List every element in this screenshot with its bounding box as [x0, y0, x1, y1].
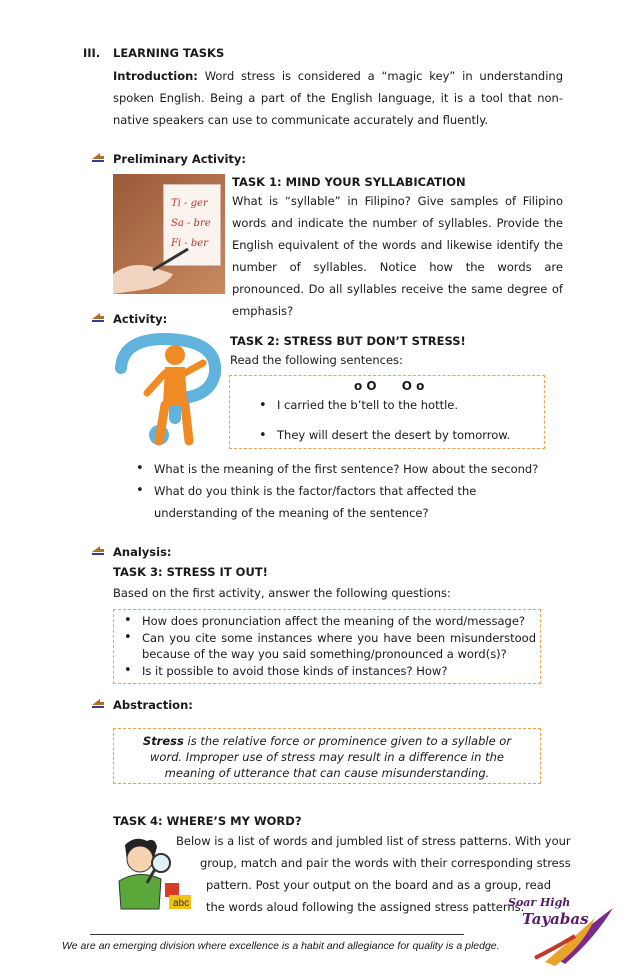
syllable-word-1: Ti - ger: [171, 198, 208, 209]
syllable-word-3: Fi - ber: [171, 238, 208, 249]
intro-paragraph: [113, 65, 563, 131]
analysis-questions: [116, 613, 536, 679]
syllable-word-2: Sa - bre: [171, 218, 211, 229]
activity-questions: [128, 458, 558, 524]
section-title: LEARNING TASKS: [113, 46, 225, 60]
intro-text: Word stress is considered a “magic key” in understanding spoken English. Being a part of the English language, it is a tool that non-native speakers can use to communicate accurately and fluently.: [113, 69, 563, 127]
definition-body: is the relative force or prominence given to a syllable or word. Improper use of stress may result in a difference in the meaning of utterance that can cause misunderstanding.: [150, 734, 512, 780]
task1-text: What is “syllable” in Filipino? Give samples of Filipino words and indicate the number of syllables. Provide the English equivalent of the words and likewise identify the number of syllables. Notice how the words are pronounced. Do all syllables receive the same degree of emphasis?: [232, 194, 563, 318]
definition-term: Stress: [142, 734, 184, 748]
arrow-bullet-icon: [91, 311, 105, 323]
logo-line-1: Soar High: [508, 896, 571, 909]
preliminary-heading: Preliminary Activity:: [113, 152, 247, 166]
task4-line-3: pattern. Post your output on the board and as a group, read: [206, 878, 552, 892]
task2-instruction: Read the following sentences:: [230, 353, 403, 367]
question-item: • Can you cite some instances where you have been misunderstood because of the way you said something/pronounced a word(s)?: [116, 630, 536, 662]
activity-heading: Activity:: [113, 312, 168, 326]
task4-line-1: Below is a list of words and jumbled list of stress patterns. With your: [176, 834, 571, 848]
stress-marks: o O O o: [354, 379, 425, 393]
task4-title: TASK 4: WHERE’S MY WORD?: [113, 814, 302, 828]
question-item: • Is it possible to avoid those kinds of instances? How?: [116, 663, 536, 679]
boy-magnifier-icon: [113, 833, 199, 915]
task3-instruction: Based on the first activity, answer the following questions:: [113, 586, 451, 600]
arrow-bullet-icon: [91, 697, 105, 709]
task4-line-4: the words aloud following the assigned stress patterns.: [206, 900, 525, 914]
footer-motto: We are an emerging division where excellence is a habit and allegiance for quality is a pledge.: [62, 940, 500, 952]
sentences-list: [251, 398, 541, 442]
abstraction-heading: Abstraction:: [113, 698, 193, 712]
svg-text:abc: abc: [173, 898, 190, 909]
question-mark-figure-icon: [113, 333, 231, 448]
footer-divider: [90, 934, 464, 935]
task2-title: TASK 2: STRESS BUT DON’T STRESS!: [230, 334, 466, 348]
hand-pen-icon: [113, 234, 225, 294]
task1-title: TASK 1: MIND YOUR SYLLABICATION: [232, 175, 466, 189]
intro-label: Introduction:: [113, 69, 198, 83]
question-item: • How does pronunciation affect the meaning of the word/message?: [116, 613, 536, 629]
analysis-heading: Analysis:: [113, 545, 172, 559]
sentence-item: • I carried the b’tell to the hottle.: [251, 398, 541, 412]
logo-line-2: Tayabas: [522, 910, 589, 928]
arrow-bullet-icon: [91, 151, 105, 163]
question-item: • What do you think is the factor/factors that affected the understanding of the meaning of the sentence?: [128, 480, 558, 524]
definition-text: [126, 733, 528, 781]
section-numeral: III.: [83, 46, 101, 60]
sentence-item: • They will desert the desert by tomorrow.: [251, 428, 541, 442]
question-item: • What is the meaning of the first sentence? How about the second?: [128, 458, 558, 480]
syllable-picture: [113, 174, 225, 294]
task3-title: TASK 3: STRESS IT OUT!: [113, 565, 268, 579]
arrow-bullet-icon: [91, 544, 105, 556]
task4-line-2: group, match and pair the words with their corresponding stress: [200, 856, 571, 870]
